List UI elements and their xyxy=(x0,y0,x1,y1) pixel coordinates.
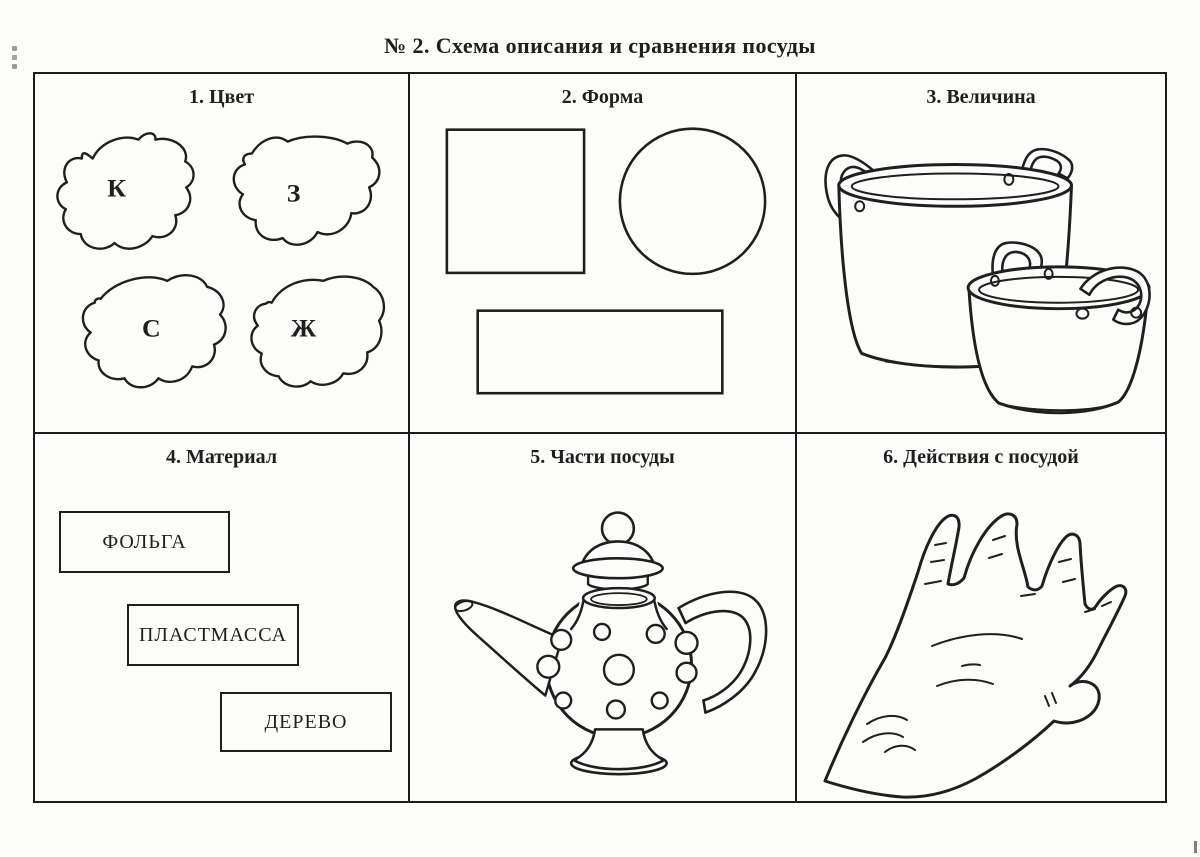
scan-artifact xyxy=(12,46,17,51)
teapot-drawing xyxy=(410,434,795,801)
scan-artifact xyxy=(1194,841,1197,853)
color-blobs-drawing xyxy=(35,74,408,432)
cell-material xyxy=(35,434,410,801)
pots-drawing xyxy=(797,74,1165,432)
cell-parts-header: 5. Части посуды xyxy=(530,446,675,468)
cell-color xyxy=(35,74,410,434)
letter-k: К xyxy=(107,173,126,203)
material-box-foil: ФОЛЬГА xyxy=(59,511,230,573)
palm-creases xyxy=(863,536,1111,752)
circle-shape xyxy=(620,129,765,274)
color-blob-green xyxy=(234,137,380,245)
scan-artifact xyxy=(12,55,17,60)
cell-color-header: 1. Цвет xyxy=(188,86,255,108)
teapot-spout xyxy=(454,599,562,696)
cell-material-header: 4. Материал xyxy=(165,446,278,468)
hand-outline xyxy=(825,514,1126,797)
cell-actions xyxy=(797,434,1165,801)
cell-actions-header: 6. Действия с посудой xyxy=(883,446,1079,468)
cell-parts xyxy=(410,434,797,801)
cell-shape-header: 2. Форма xyxy=(561,86,644,108)
teapot-lid xyxy=(573,513,663,590)
hand-drawing xyxy=(797,434,1165,801)
schema-table xyxy=(33,72,1167,803)
teapot-foot xyxy=(571,729,666,774)
material-box-wood: ДЕРЕВО xyxy=(220,692,392,752)
square-shape xyxy=(447,130,584,273)
scan-artifact xyxy=(12,64,17,69)
cell-size-header: 3. Величина xyxy=(926,86,1036,108)
material-box-plastic: ПЛАСТМАССА xyxy=(127,604,299,666)
cell-shape xyxy=(410,74,797,434)
page-title: № 2. Схема описания и сравнения посуды xyxy=(384,33,816,58)
letter-zh: Ж xyxy=(290,313,317,343)
letter-z: З xyxy=(286,178,301,208)
small-pot-drawing xyxy=(968,243,1149,413)
rectangle-shape xyxy=(478,311,723,394)
geometric-shapes-drawing xyxy=(410,74,795,432)
letter-s: С xyxy=(142,313,161,343)
cell-size xyxy=(797,74,1165,434)
color-blob-yellow xyxy=(251,277,383,387)
